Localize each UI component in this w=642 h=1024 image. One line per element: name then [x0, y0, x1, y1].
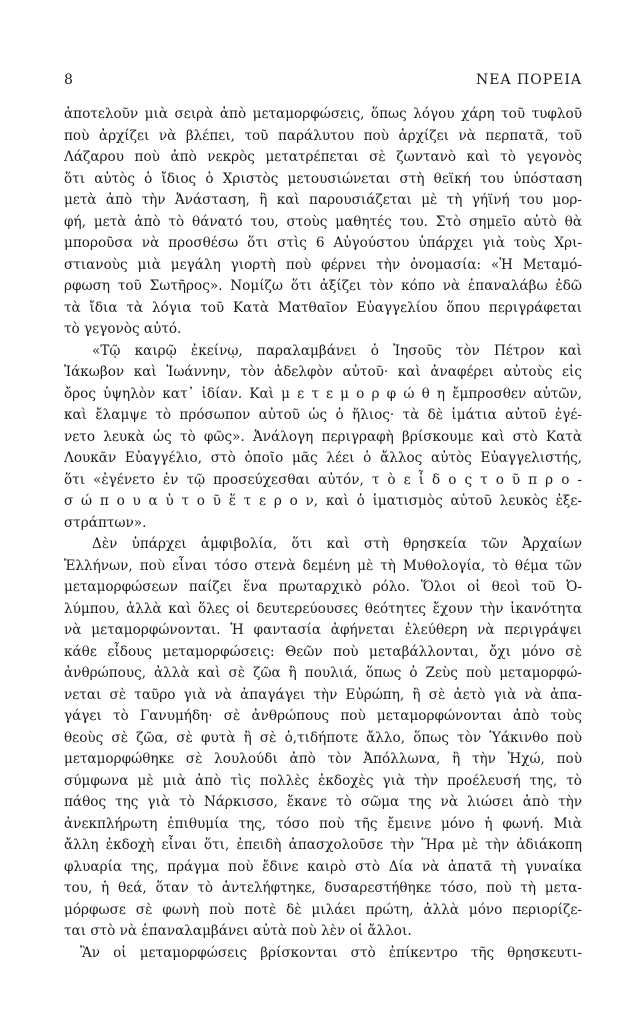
text-line: ποὺ ἀρχίζει νὰ βλέπει, τοῦ παράλυτου ποὺ ἀρχίζει νὰ περπατᾶ, τοῦ — [64, 127, 582, 144]
text-line: Ἂν οἱ μεταμορφώσεις βρίσκονται στὸ ἐπίκεντρο τῆς θρησκευτι- — [80, 944, 582, 961]
text-line: ὅτι αὐτὸς ὁ ἴδιος ὁ Χριστὸς μετουσιώνεται στὴ θεϊκή του ὑπόσταση — [64, 170, 582, 187]
text-line: μεταμορφώσεων παίζει ἕνα πρωταρχικὸ ρόλο. Ὅλοι οἱ θεοὶ τοῦ Ὀ- — [64, 579, 582, 595]
text-line: μποροῦσα νὰ προσθέσω ὅτι στὶς 6 Αὐγούστου ὑπάρχει γιὰ τοὺς Χρι- — [64, 235, 582, 251]
journal-title: ΝΕΑ ΠΟΡΕΙΑ — [476, 72, 582, 88]
text-line: λύμπου, ἀλλὰ καὶ ὅλες οἱ δευτερεύουσες θεότητες ἔχουν τὴν ἱκανότητα — [64, 600, 582, 617]
quote-line: καὶ ἔλαμψε τὸ πρόσωπον αὐτοῦ ὡς ὁ ἥλιος· τὰ δὲ ἱμάτια αὐτοῦ ἐγέ- — [64, 407, 582, 423]
quote-line: «Τῷ καιρῷ ἐκείνῳ, παραλαμβάνει ὁ Ἰησοῦς τὸν Πέτρον καὶ — [92, 342, 582, 359]
text-line: τὰ ἴδια τὰ λόγια τοῦ Κατὰ Ματθαῖον Εὐαγγελίου ὅπου περιγράφεται — [64, 299, 582, 316]
text-line: ρφωση τοῦ Σωτῆρος». Νομίζω ὅτι ἀξίζει τὸν κόπο νὰ ἐπαναλάβω ἐδῶ — [64, 278, 582, 294]
text-line: θεοὺς σὲ ζῶα, σὲ φυτὰ ἢ σὲ ὁ,τιδήποτε ἄλλο, ὅπως τὸν Ὑάκινθο ποὺ — [64, 729, 582, 746]
text-line: νετο λευκὰ ὡς τὸ φῶς». Ἀνάλογη περιγραφὴ βρίσκουμε καὶ στὸ Κατὰ — [64, 428, 582, 445]
text-line: ἄλλη ἐκδοχὴ εἶναι ὅτι, ἐπειδὴ ἀπασχολοῦσε τὴν Ἥρα μὲ τὴν ἀδιάκοπη — [64, 837, 582, 853]
text-line: ται στὸ νὰ ἐπαναλαμβάνει αὐτὰ ποὺ λὲν οἱ ἄλλοι. — [64, 923, 412, 939]
text-line: του, ἡ θεά, ὅταν τὸ ἀντελήφτηκε, δυσαρεστήθηκε τόσο, ποὺ τὴ μετα- — [64, 880, 582, 896]
body-text — [64, 104, 582, 964]
text-line: τὸ γεγονὸς αὐτό. — [64, 321, 182, 337]
text-line: ἀνθρώπους, ἀλλὰ καὶ σὲ ζῶα ἢ πουλιά, ὅπως ὁ Ζεὺς ποὺ μεταμορφώ- — [64, 665, 582, 681]
text-line: ἀνεκπλήρωτη ἐπιθυμία της, τόσο ποὺ τῆς ἔμεινε μόνο ἡ φωνή. Μιὰ — [64, 815, 582, 832]
text-line: Δὲν ὑπάρχει ἀμφιβολία, ὅτι καὶ στὴ θρησκεία τῶν Ἀρχαίων — [92, 536, 582, 552]
text-line: σύμφωνα μὲ μιὰ ἀπὸ τὶς πολλὲς ἐκδοχὲς γιὰ τὴν προέλευσή της, τὸ — [64, 772, 582, 789]
text-line: σ ώ π ο υ α ὐ τ ο ῦ ἕ τ ε ρ ο ν, καὶ ὁ ἱματισμὸς αὐτοῦ λευκὸς ἐξε- — [64, 493, 582, 509]
text-line: νὰ μεταμορφώνονται. Ἡ φαντασία ἀφήνεται ἐλεύθερη νὰ περιγράψει — [64, 622, 582, 638]
text-line: φλυαρία της, πράγμα ποὺ ἔδινε καιρὸ στὸ Δία νὰ ἀπατᾶ τὴ γυναίκα — [64, 858, 582, 875]
text-line: Λουκᾶν Εὐαγγέλιο, στὸ ὁποῖο μᾶς λέει ὁ ἄλλος αὐτὸς Εὐαγγελιστής, — [64, 450, 582, 466]
text-line: Λάζαρου ποὺ ἀπὸ νεκρὸς μετατρέπεται σὲ ζωντανὸ καὶ τὸ γεγονὸς — [64, 149, 582, 165]
text-line: μετὰ ἀπὸ τὴν Ἀνάσταση, ἢ καὶ παρουσιάζεται μὲ τὴ γήϊνή του μορ- — [64, 192, 582, 208]
text-line: Ἑλλήνων, ποὺ εἶναι τόσο στενὰ δεμένη μὲ τὴ Μυθολογία, τὸ θέμα τῶν — [64, 557, 582, 574]
quote-line: Ἰάκωβον καὶ Ἰωάννην, τὸν ἀδελφὸν αὐτοῦ· καὶ ἀναφέρει αὐτοὺς εἰς — [64, 364, 582, 380]
text-line: γάγει τὸ Γανυμήδη· σὲ ἀνθρώπους ποὺ μεταμορφώνονται ἀπὸ τοὺς — [64, 708, 582, 724]
document-page — [64, 0, 582, 1024]
page-number: 8 — [64, 72, 73, 88]
text-line: μεταμορφώθηκε σὲ λουλούδι ἀπὸ τὸν Ἀπόλλωνα, ἢ τὴν Ἠχώ, ποὺ — [64, 751, 582, 767]
text-line: μόρφωσε σὲ φωνὴ ποὺ ποτὲ δὲ μιλάει πρώτη, ἀλλὰ μόνο περιορίζε- — [64, 901, 582, 918]
quote-line: ὄρος ὑψηλὸν κατ᾽ ἰδίαν. Καὶ μ ε τ ε μ ο ρ φ ώ θ η ἔμπροσθεν αὐτῶν, — [64, 385, 582, 402]
text-line: ἀποτελοῦν μιὰ σειρὰ ἀπὸ μεταμορφώσεις, ὅπως λόγου χάρη τοῦ τυφλοῦ — [64, 106, 582, 122]
text-line: ὅτι «ἐγένετο ἐν τῷ προσεύχεσθαι αὐτόν, τ ὸ ε ἶ δ ο ς τ ο ῦ π ρ ο - — [64, 471, 582, 488]
text-line: κάθε εἶδους μεταμορφώσεις: Θεῶν ποὺ μεταβάλλονται, ὄχι μόνο σὲ — [64, 643, 582, 660]
text-line: νεται σὲ ταῦρο γιὰ νὰ ἀπαγάγει τὴν Εὐρώπη, ἢ σὲ ἀετὸ γιὰ νὰ ἀπα- — [64, 686, 582, 703]
text-line: πάθος της γιὰ τὸ Νάρκισσο, ἔκανε τὸ σῶμα της νὰ λιώσει ἀπὸ τὴν — [64, 794, 582, 810]
running-head — [64, 72, 582, 92]
text-line: φή, μετὰ ἀπὸ τὸ θάνατό του, στοὺς μαθητές του. Στὸ σημεῖο αὐτὸ θὰ — [64, 213, 582, 230]
text-line: στράπτων». — [64, 514, 147, 531]
text-line: στιανοὺς μιὰ μεγάλη γιορτὴ ποὺ φέρνει τὴν ὀνομασία: «Ἡ Μεταμό- — [64, 256, 582, 273]
